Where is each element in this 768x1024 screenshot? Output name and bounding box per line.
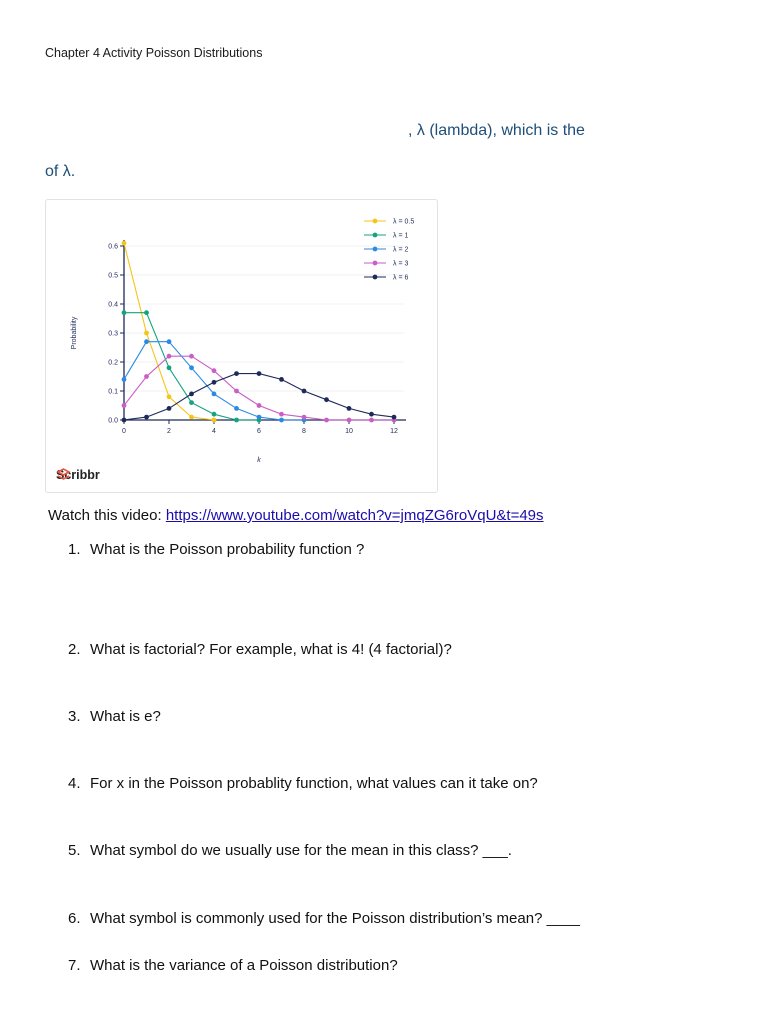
- video-line: [48, 507, 544, 524]
- data-point: [122, 418, 127, 423]
- data-point: [122, 241, 127, 246]
- question-text: What symbol do we usually use for the mean in this class? ___.: [90, 842, 512, 859]
- data-point: [167, 354, 172, 359]
- data-point: [144, 331, 149, 336]
- question-text: What is the Poisson probability function ?: [90, 541, 365, 558]
- data-point: [347, 406, 352, 411]
- question-number: 3.: [68, 708, 81, 725]
- y-tick-label: 0.4: [108, 301, 118, 309]
- legend-marker: [373, 275, 378, 280]
- data-point: [279, 418, 284, 423]
- series-line: [124, 243, 214, 420]
- legend-label: λ = 0.5: [393, 218, 415, 226]
- y-tick-label: 0.1: [108, 388, 118, 396]
- data-point: [234, 418, 239, 423]
- legend-marker: [373, 247, 378, 252]
- question-item: [68, 641, 452, 658]
- y-tick-label: 0.0: [108, 417, 118, 425]
- video-label: Watch this video:: [48, 507, 162, 524]
- x-tick-label: 10: [345, 428, 353, 435]
- data-point: [212, 412, 217, 417]
- legend-label: λ = 2: [393, 246, 409, 254]
- data-point: [369, 412, 374, 417]
- data-point: [234, 389, 239, 394]
- data-point: [122, 310, 127, 315]
- data-point: [279, 377, 284, 382]
- data-point: [212, 380, 217, 385]
- poisson-chart-figure: [45, 199, 438, 493]
- question-text: What is the variance of a Poisson distribution?: [90, 957, 398, 974]
- question-item: [68, 842, 512, 859]
- legend-marker: [373, 261, 378, 266]
- data-point: [212, 418, 217, 423]
- data-point: [144, 374, 149, 379]
- legend-marker: [373, 233, 378, 238]
- data-point: [144, 415, 149, 420]
- legend-label: λ = 1: [393, 232, 409, 240]
- y-tick-label: 0.2: [108, 359, 118, 367]
- question-number: 5.: [68, 842, 81, 859]
- x-tick-label: 0: [122, 428, 126, 435]
- y-axis-label: Probability: [71, 316, 78, 350]
- question-item: [68, 708, 161, 725]
- data-point: [167, 339, 172, 344]
- data-point: [279, 412, 284, 417]
- page-header: Chapter 4 Activity Poisson Distributions: [45, 46, 263, 60]
- data-point: [257, 415, 262, 420]
- question-text: What symbol is commonly used for the Poisson distribution’s mean? ____: [90, 910, 580, 927]
- question-item: [68, 775, 538, 792]
- video-link[interactable]: https://www.youtube.com/watch?v=jmqZG6roVqU&t=49s: [165, 507, 544, 524]
- question-text: For x in the Poisson probablity function, what values can it take on?: [90, 775, 538, 792]
- scribbr-brand-label: Scribbr: [56, 468, 100, 482]
- data-point: [234, 371, 239, 376]
- legend-label: λ = 3: [393, 260, 409, 268]
- data-point: [324, 397, 329, 402]
- question-text: What is e?: [90, 708, 161, 725]
- data-point: [189, 365, 194, 370]
- question-item: [68, 541, 364, 558]
- data-point: [144, 339, 149, 344]
- data-point: [189, 354, 194, 359]
- data-point: [257, 371, 262, 376]
- question-text: What is factorial? For example, what is 4! (4 factorial)?: [90, 641, 452, 658]
- data-point: [144, 310, 149, 315]
- data-point: [212, 392, 217, 397]
- data-point: [122, 377, 127, 382]
- text-fragment-lambda: , λ (lambda), which is the: [408, 122, 585, 139]
- scribbr-logo-icon: [56, 468, 71, 481]
- data-point: [167, 394, 172, 399]
- text-fragment-of-lambda: of λ.: [45, 163, 76, 180]
- data-point: [167, 406, 172, 411]
- y-tick-label: 0.3: [108, 330, 118, 338]
- data-point: [234, 406, 239, 411]
- y-tick-label: 0.6: [108, 243, 118, 251]
- data-point: [369, 418, 374, 423]
- question-number: 4.: [68, 775, 81, 792]
- legend-marker: [373, 219, 378, 224]
- data-point: [347, 418, 352, 423]
- x-axis-label: k: [257, 457, 261, 464]
- data-point: [257, 403, 262, 408]
- data-point: [302, 415, 307, 420]
- poisson-chart: [46, 200, 439, 494]
- x-tick-label: 12: [390, 428, 398, 435]
- series-line: [124, 374, 394, 420]
- x-tick-label: 6: [257, 428, 261, 435]
- question-item: [68, 910, 580, 927]
- data-point: [189, 400, 194, 405]
- data-point: [189, 415, 194, 420]
- x-tick-label: 2: [167, 428, 171, 435]
- question-number: 1.: [68, 541, 81, 558]
- question-item: [68, 957, 398, 974]
- y-tick-label: 0.5: [108, 272, 118, 280]
- question-number: 6.: [68, 910, 81, 927]
- data-point: [167, 365, 172, 370]
- x-tick-label: 4: [212, 428, 216, 435]
- data-point: [302, 389, 307, 394]
- data-point: [324, 418, 329, 423]
- data-point: [392, 415, 397, 420]
- x-tick-label: 8: [302, 428, 306, 435]
- data-point: [122, 403, 127, 408]
- scribbr-brand: [56, 468, 100, 482]
- question-number: 7.: [68, 957, 81, 974]
- legend-label: λ = 6: [393, 274, 409, 282]
- question-number: 2.: [68, 641, 81, 658]
- data-point: [212, 368, 217, 373]
- data-point: [189, 392, 194, 397]
